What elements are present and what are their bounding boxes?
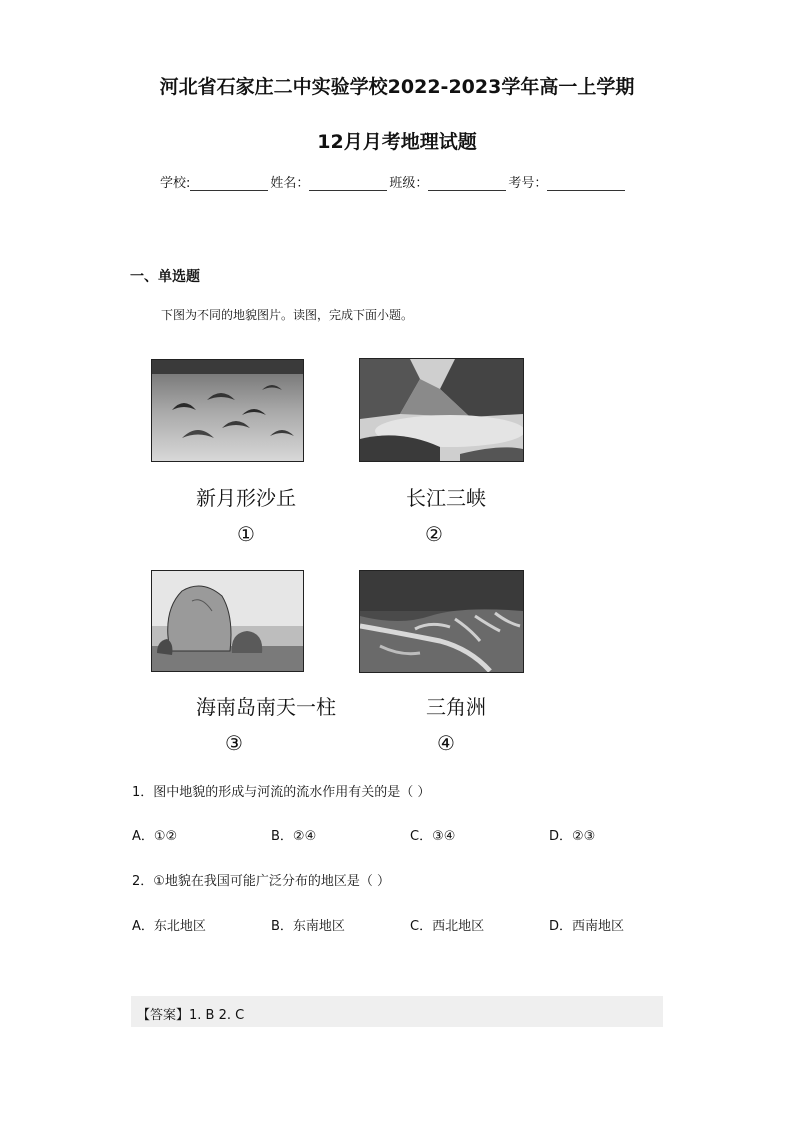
nantianyizhu-photo [151,570,304,672]
question-2-text: 2．①地貌在我国可能广泛分布的地区是（ ） [132,874,391,889]
question-1-option-b[interactable]: B．②④ [271,829,317,844]
section-title: 一、单选题 [130,269,200,285]
question-2-option-b[interactable]: B．东南地区 [271,919,345,934]
question-2-option-d[interactable]: D．西南地区 [549,919,625,934]
document-title-line1: 河北省石家庄二中实验学校2022-2023学年高一上学期 [159,76,635,98]
document-title-line2: 12月月考地理试题 [317,131,477,153]
figure-4-caption: 三角洲 [426,695,486,719]
number-label: 考号： [508,176,548,191]
answer-box [131,996,663,1027]
school-blank[interactable] [190,176,268,191]
student-info-row [160,172,627,191]
name-label: 姓名： [270,176,310,191]
question-1-option-c[interactable]: C．③④ [410,829,456,844]
question-2-option-a[interactable]: A．东北地区 [132,919,206,934]
figure-2-caption: 长江三峡 [406,486,486,510]
class-blank[interactable] [428,176,506,191]
question-1-option-d[interactable]: D．②③ [549,829,596,844]
figure-2-number: ② [425,522,443,546]
figure-3-caption: 海南岛南天一柱 [196,695,336,719]
question-1-text: 1．图中地貌的形成与河流的流水作用有关的是（ ） [132,785,431,800]
figure-1-number: ① [237,522,255,546]
figure-4-number: ④ [437,731,455,755]
class-label: 班级： [389,176,429,191]
delta-photo [359,570,524,673]
three-gorges-photo [359,358,524,462]
question-intro: 下图为不同的地貌图片。读图，完成下面小题。 [161,308,414,322]
name-blank[interactable] [309,176,387,191]
figure-3-number: ③ [225,731,243,755]
answer-text: 【答案】1. B 2. C [137,1008,245,1023]
number-blank[interactable] [547,176,625,191]
crescent-dune-photo [151,359,304,462]
question-2-option-c[interactable]: C．西北地区 [410,919,485,934]
question-1-option-a[interactable]: A．①② [132,829,178,844]
figure-1-caption: 新月形沙丘 [196,486,296,510]
school-label: 学校: [160,176,191,191]
